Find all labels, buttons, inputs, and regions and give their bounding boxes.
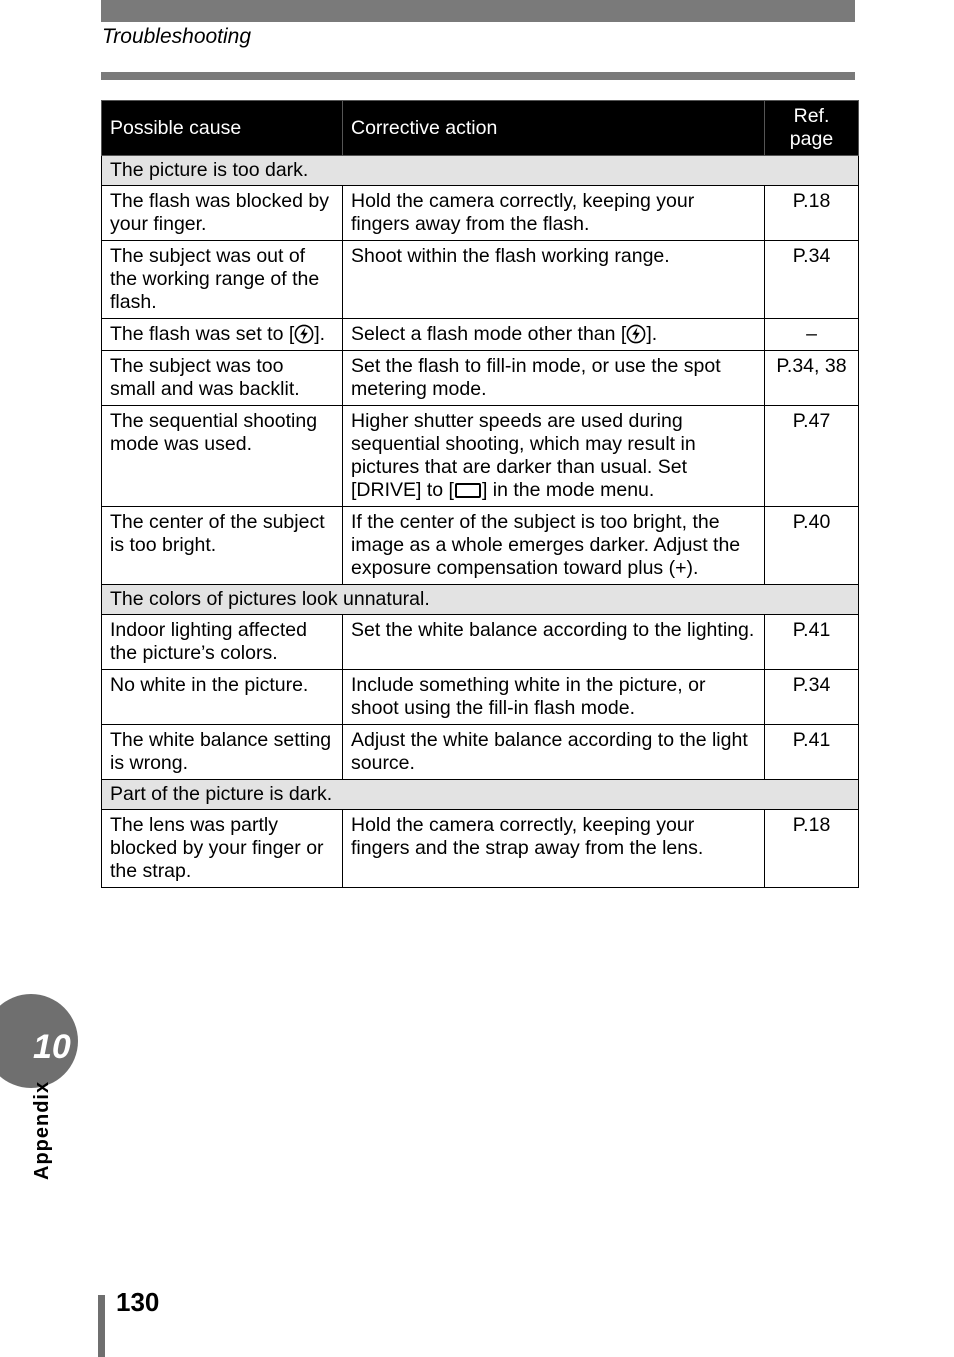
ref-header-line: Ref. page	[789, 105, 834, 150]
single-frame-icon	[455, 483, 481, 498]
cause-cell: Indoor lighting affected the picture’s colors.	[102, 615, 343, 670]
table-row	[102, 241, 859, 319]
column-header-ref-page	[765, 101, 859, 156]
ref-cell: P.34	[765, 241, 859, 319]
troubleshooting-table	[101, 100, 859, 888]
header-rule	[101, 72, 855, 80]
table-row	[102, 351, 859, 406]
group-row	[102, 585, 859, 615]
cause-cell: The lens was partly blocked by your finger or the strap.	[102, 810, 343, 888]
table-row	[102, 810, 859, 888]
page-number-bar	[98, 1295, 105, 1357]
table-row	[102, 725, 859, 780]
chapter-label: Appendix	[31, 1080, 53, 1180]
action-text-post: ] in the mode menu.	[481, 479, 655, 501]
cause-text-pre: The flash was set to [	[110, 323, 295, 345]
action-cell	[343, 406, 765, 507]
table-header-row	[102, 101, 859, 156]
cause-cell: No white in the picture.	[102, 670, 343, 725]
ref-cell: P.18	[765, 186, 859, 241]
table-row	[102, 615, 859, 670]
cause-cell: The flash was blocked by your finger.	[102, 186, 343, 241]
ref-cell: P.34	[765, 670, 859, 725]
action-cell: Set the flash to fill-in mode, or use the spot metering mode.	[343, 351, 765, 406]
flash-off-icon	[294, 324, 314, 344]
ref-cell: P.40	[765, 507, 859, 585]
table-row	[102, 670, 859, 725]
group-title: The colors of pictures look unnatural.	[102, 585, 859, 615]
cause-cell: The subject was too small and was backlit.	[102, 351, 343, 406]
ref-cell: P.34, 38	[765, 351, 859, 406]
column-header-cause: Possible cause	[102, 101, 343, 156]
group-row	[102, 156, 859, 186]
action-cell: Shoot within the flash working range.	[343, 241, 765, 319]
ref-cell: P.47	[765, 406, 859, 507]
section-title: Troubleshooting	[102, 25, 252, 48]
action-cell	[343, 319, 765, 351]
cause-cell: The center of the subject is too bright.	[102, 507, 343, 585]
group-row	[102, 780, 859, 810]
ref-cell: P.41	[765, 725, 859, 780]
cause-cell: The white balance setting is wrong.	[102, 725, 343, 780]
action-text-pre: Select a flash mode other than [	[351, 323, 627, 345]
group-title: Part of the picture is dark.	[102, 780, 859, 810]
cause-cell	[102, 319, 343, 351]
group-title: The picture is too dark.	[102, 156, 859, 186]
action-cell: Include something white in the picture, or shoot using the fill-in flash mode.	[343, 670, 765, 725]
header-bar	[101, 0, 855, 22]
action-cell: Hold the camera correctly, keeping your fingers and the strap away from the lens.	[343, 810, 765, 888]
table-row	[102, 186, 859, 241]
action-text-pre: Higher shutter speeds are used during sequential shooting, which may result in pictures that are darker than usual. Set [DRIVE] to [	[351, 410, 696, 501]
table-row	[102, 406, 859, 507]
flash-off-icon	[626, 324, 646, 344]
page-number: 130	[116, 1287, 160, 1317]
cause-cell: The subject was out of the working range of the flash.	[102, 241, 343, 319]
action-text-post: ].	[646, 323, 658, 345]
action-cell: Set the white balance according to the lighting.	[343, 615, 765, 670]
table-row	[102, 319, 859, 351]
cause-text-post: ].	[314, 323, 326, 345]
action-cell: Adjust the white balance according to the light source.	[343, 725, 765, 780]
table-row	[102, 507, 859, 585]
ref-cell: –	[765, 319, 859, 351]
column-header-action: Corrective action	[343, 101, 765, 156]
ref-cell: P.18	[765, 810, 859, 888]
action-cell: If the center of the subject is too bright, the image as a whole emerges darker. Adjust the exposure compensation toward plus (+).	[343, 507, 765, 585]
chapter-number: 10	[33, 1028, 71, 1066]
ref-cell: P.41	[765, 615, 859, 670]
action-cell: Hold the camera correctly, keeping your fingers away from the flash.	[343, 186, 765, 241]
cause-cell: The sequential shooting mode was used.	[102, 406, 343, 507]
